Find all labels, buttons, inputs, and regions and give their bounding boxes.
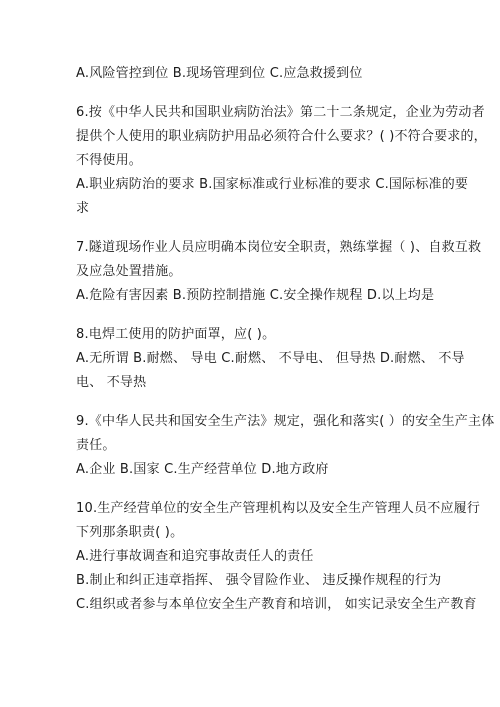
question-list [76,62,495,617]
q10-option-c: C.组织或者参与本单位安全生产教育和培训， 如实记录安全生产教育 [76,597,477,612]
q7-options: A.危险有害因素 B.预防控制措施 C.安全操作规程 D.以上均是 [76,288,435,303]
q8-text-line-1: 8.电焊工使用的防护面罩，应( )。 [76,327,276,342]
question-9 [76,410,495,482]
q10-text-line-2: 下列那条职责( )。 [76,525,184,540]
q10-option-a: A.进行事故调查和追究事故责任人的责任 [76,549,314,564]
q5-options: A.风险管控到位 B.现场管理到位 C.应急救援到位 [76,66,363,81]
q9-text-line-1: 9.《中华人民共和国安全生产法》规定，强化和落实( ）的安全生产主体 [76,414,495,429]
q6-options-line-1: A.职业病防治的要求 B.国家标准或行业标准的要求 C.国际标准的要 [76,177,469,192]
question-6 [76,101,487,221]
q6-text-line-1: 6.按《中华人民共和国职业病防治法》第二十二条规定，企业为劳动者 [76,105,485,120]
q8-options-line-2: 电、 不导热 [76,375,147,390]
q10-option-b: B.制止和纠正违章指挥、 强令冒险作业、 违反操作规程的行为 [76,573,442,588]
question-7 [76,236,482,308]
q6-options-line-2: 求 [76,201,90,216]
q10-text-line-1: 10.生产经营单位的安全生产管理机构以及安全生产管理人员不应履行 [76,501,481,516]
q9-options: A.企业 B.国家 C.生产经营单位 D.地方政府 [76,462,329,477]
q7-text-line-1: 7.隧道现场作业人员应明确本岗位安全职责，熟练掌握（ )、自救互救 [76,240,482,255]
q6-text-line-2: 提供个人使用的职业病防护用品必须符合什么要求？( )不符合要求的， [76,129,487,144]
question-10 [76,497,481,617]
q6-text-line-3: 不得使用。 [76,153,143,168]
q9-text-line-2: 责任。 [76,438,116,453]
q7-text-line-2: 及应急处置措施。 [76,264,182,279]
question-8 [76,323,465,395]
q8-options-line-1: A.无所谓 B.耐燃、 导电 C.耐燃、 不导电、 但导热 D.耐燃、 不导 [76,351,465,366]
